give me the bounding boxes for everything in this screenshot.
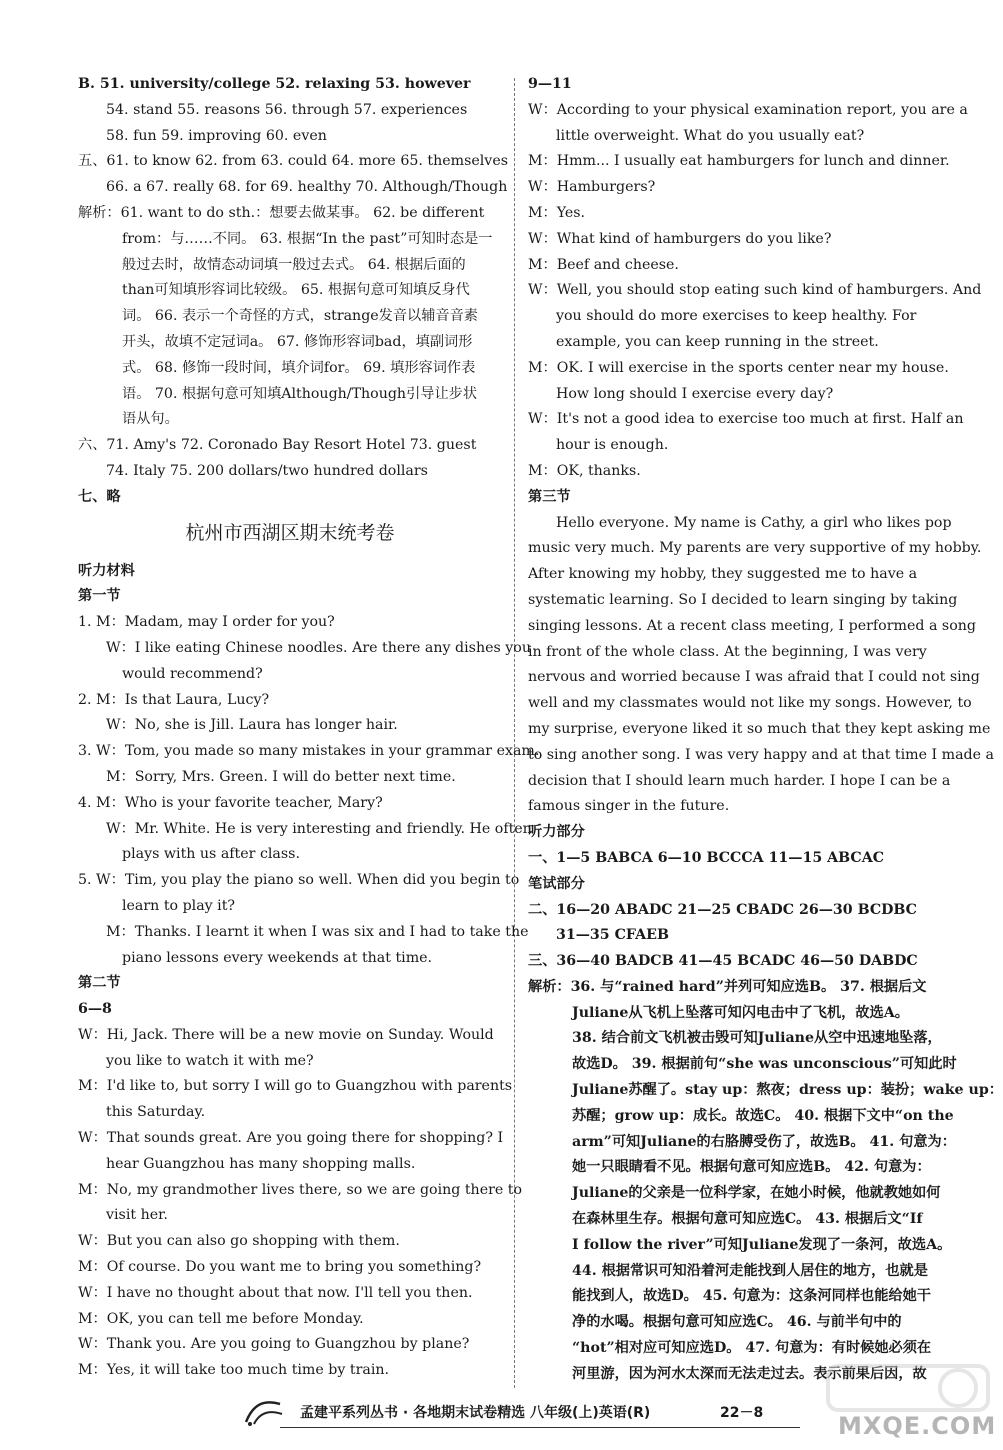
dialog-line: you should do more exercises to keep healthy. For <box>556 308 917 325</box>
passage-line: well and my classmates would not like my songs. However, to <box>528 695 972 712</box>
dialog-line: M：OK. I will exercise in the sports center near my house. <box>528 359 949 376</box>
analysis-line: from：与……不同。 63. 根据“In the past”可知时态是一 <box>122 230 493 247</box>
analysis-line: 般过去时，故情态动词填一般过去式。 64. 根据后面的 <box>122 256 466 273</box>
analysis-line: 故选D。 39. 根据前句“she was unconscious”可知此时 <box>572 1056 957 1073</box>
written-answers: 二、16—20 ABADC 21—25 CBADC 26—30 BCDBC <box>528 901 917 918</box>
dialog-line: 5. W：Tim, you play the piano so well. When did you begin to <box>78 872 520 889</box>
analysis-line: 解析：61. want to do sth.：想要去做某事。 62. be different <box>78 204 485 221</box>
passage-line: famous singer in the future. <box>528 798 730 815</box>
exam-title: 杭州市西湖区期末统考卷 <box>185 521 395 544</box>
left-column <box>78 72 540 1384</box>
passage-line: systematic learning. So I decided to learn singing by taking <box>528 591 958 608</box>
dialog-line: W：Thank you. Are you going to Guangzhou by plane? <box>78 1336 470 1353</box>
passage-line: nervous and worried because I was afraid that I could not sing <box>528 669 980 686</box>
dialog-line: How long should I exercise every day? <box>556 385 834 402</box>
analysis-line: 语从句。 <box>122 411 179 428</box>
analysis-line: I follow the river”可知Juliane发现了一条河，故选A。 <box>572 1236 952 1253</box>
dialog-line: M：Sorry, Mrs. Green. I will do better next time. <box>106 768 456 785</box>
dialog-line: visit her. <box>106 1207 168 1224</box>
answer-line: B. 51. university/college 52. relaxing 53. however <box>78 76 471 92</box>
right-column <box>528 72 1003 1388</box>
written-part-heading: 笔试部分 <box>528 875 585 892</box>
footer-rule <box>280 1427 800 1428</box>
analysis-line: 词。 66. 表示一个奇怪的方式，strange发音以辅音音素 <box>122 308 478 325</box>
dialog-line: 4. M：Who is your favorite teacher, Mary? <box>78 794 383 811</box>
analysis-line: arm”可知Juliane的右胳膊受伤了，故选B。 41. 句意为： <box>572 1133 956 1150</box>
dialog-line: M：Hmm... I usually eat hamburgers for lunch and dinner. <box>528 153 950 170</box>
dialog-line: M：I'd like to, but sorry I will go to Guangzhou with parents <box>78 1078 513 1095</box>
dialog-line: W：It's not a good idea to exercise too much at first. Half an <box>528 411 964 428</box>
listening-answers: 一、1—5 BABCA 6—10 BCCCA 11—15 ABCAC <box>528 849 885 866</box>
dialog-line: W：No, she is Jill. Laura has longer hair. <box>106 717 398 734</box>
dialog-line: M：Yes, it will take too much time by train. <box>78 1362 390 1379</box>
dialog-line: M：Thanks. I learnt it when I was six and I had to take the <box>106 923 529 940</box>
answer-line: 58. fun 59. improving 60. even <box>106 127 327 144</box>
dialog-line: W：I have no thought about that now. I'll tell you then. <box>78 1284 473 1301</box>
analysis-line: 语。 70. 根据句意可知填Although/Though引导让步状 <box>122 385 478 402</box>
dialog-line: M：No, my grandmother lives there, so we are going there to <box>78 1181 523 1198</box>
analysis-line: Juliane从飞机上坠落可知闪电击中了飞机，故选A。 <box>572 1004 909 1021</box>
watermark-text: MXQE.COM <box>838 1412 997 1440</box>
analysis-line: “hot”相对应可知应选D。 47. 句意为：有时候她必须在 <box>572 1340 932 1357</box>
passage-line: in front of the whole class. At the beginning, I was very <box>528 643 927 660</box>
series-title: 孟建平系列丛书 · 各地期末试卷精选 八年级(上)英语(R) <box>300 1405 651 1421</box>
passage-line: to sing another song. I was very happy and at that time I made a <box>528 746 994 763</box>
dialog-line: W：But you can also go shopping with them. <box>78 1233 400 1250</box>
question-range: 6—8 <box>78 1001 112 1018</box>
dialog-line: hour is enough. <box>556 437 669 454</box>
analysis-line: 在森林里生存。根据句意可知应选C。 43. 根据后文“If <box>572 1211 923 1228</box>
analysis-line: 44. 根据常识可知沿着河走能找到人居住的地方，也就是 <box>572 1262 928 1279</box>
dialog-line: M：Of course. Do you want me to bring you something? <box>78 1259 482 1276</box>
passage-line: After knowing my hobby, they suggested me to have a <box>528 566 918 583</box>
written-answers: 三、36—40 BADCB 41—45 BCADC 46—50 DABDC <box>528 953 918 970</box>
listening-heading: 听力材料 <box>78 562 135 579</box>
dialog-line: M：Beef and cheese. <box>528 256 679 273</box>
written-answers: 31—35 CFAEB <box>556 927 669 944</box>
analysis-line: 能找到人，故选D。 45. 句意为：这条河同样也能给她干 <box>572 1288 931 1305</box>
answer-line: 74. Italy 75. 200 dollars/two hundred dollars <box>106 462 428 479</box>
analysis-line: 净的水喝。根据句意可知应选C。 46. 与前半句中的 <box>572 1314 902 1331</box>
answer-line: 54. stand 55. reasons 56. through 57. experiences <box>106 101 468 118</box>
analysis-line: 苏醒；grow up：成长。故选C。 40. 根据下文中“on the <box>572 1107 954 1124</box>
dialog-line: you like to watch it with me? <box>106 1052 314 1069</box>
dialog-line: W：Mr. White. He is very interesting and friendly. He often <box>106 820 532 837</box>
dialog-line: M：Yes. <box>528 204 586 221</box>
analysis-line: 她一只眼睛看不见。根据句意可知应选B。 42. 句意为： <box>572 1159 931 1176</box>
passage-line: music very much. My parents are very supportive of my hobby. <box>528 540 982 557</box>
dialog-line: W：Well, you should stop eating such kind of hamburgers. And <box>528 282 982 299</box>
passage-line: decision that I should learn much harder. I hope I can be a <box>528 772 951 789</box>
dialog-line: 2. M：Is that Laura, Lucy? <box>78 691 270 708</box>
analysis-line: Juliane苏醒了。stay up：熬夜；dress up：装扮；wake up： <box>572 1082 1003 1099</box>
dialog-line: W：Hi, Jack. There will be a new movie on Sunday. Would <box>78 1026 494 1043</box>
analysis-line: 河里游，因为河水太深而无法走过去。表示前果后因，故 <box>572 1365 927 1382</box>
dialog-line: 3. W：Tom, you made so many mistakes in your grammar exam. <box>78 743 540 760</box>
analysis-line: than可知填形容词比较级。 65. 根据句意可知填反身代 <box>122 282 470 299</box>
dialog-line: would recommend? <box>122 665 263 682</box>
section-heading: 第二节 <box>78 975 121 992</box>
dialog-line: W：I like eating Chinese noodles. Are there any dishes you <box>106 639 531 656</box>
analysis-line: 开头，故填不定冠词a。 67. 修饰形容词bad，填副词形 <box>122 333 473 350</box>
dialog-line: M：OK, you can tell me before Monday. <box>78 1310 364 1327</box>
question-range: 9—11 <box>528 76 572 92</box>
publisher-logo-icon <box>240 1394 288 1430</box>
passage-line: Hello everyone. My name is Cathy, a girl who likes pop <box>556 514 952 531</box>
analysis-line: 解析：36. 与“rained hard”并列可知应选B。 37. 根据后文 <box>528 978 927 995</box>
dialog-line: 1. M：Madam, may I order for you? <box>78 614 335 631</box>
dialog-line: little overweight. What do you usually eat? <box>556 127 865 144</box>
dialog-line: W：According to your physical examination report, you are a <box>528 101 968 118</box>
dialog-line: plays with us after class. <box>122 846 300 863</box>
analysis-line: Juliane的父亲是一位科学家，在她小时候，他就教她如何 <box>572 1185 941 1202</box>
listening-part-heading: 听力部分 <box>528 824 585 841</box>
dialog-line: M：OK, thanks. <box>528 462 641 479</box>
passage-line: singing lessons. At a recent class meeting, I performed a song <box>528 617 976 634</box>
dialog-line: learn to play it? <box>122 897 236 914</box>
dialog-line: example, you can keep running in the street. <box>556 333 879 350</box>
dialog-line: W：That sounds great. Are you going there for shopping? I <box>78 1130 504 1147</box>
passage-line: my surprise, everyone liked it so much that they kept asking me <box>528 720 991 737</box>
analysis-line: 38. 结合前文飞机被击毁可知Juliane从空中迅速地坠落， <box>572 1030 942 1047</box>
dialog-line: W：Hamburgers? <box>528 179 656 196</box>
answer-line: 66. a 67. really 68. for 69. healthy 70. Although/Though <box>106 179 508 196</box>
dialog-line: W：What kind of hamburgers do you like? <box>528 230 832 247</box>
dialog-line: piano lessons every weekends at that time. <box>122 949 433 966</box>
section-heading: 第三节 <box>528 488 571 505</box>
page-number: 22－8 <box>720 1405 764 1421</box>
answer-line: 五、61. to know 62. from 63. could 64. more 65. themselves <box>78 153 508 170</box>
analysis-line: 式。 68. 修饰一段时间，填介词for。 69. 填形容词作表 <box>122 359 476 376</box>
section-heading: 第一节 <box>78 588 121 605</box>
answer-line: 七、略 <box>78 488 121 505</box>
dialog-line: this Saturday. <box>106 1104 206 1121</box>
dialog-line: hear Guangzhou has many shopping malls. <box>106 1155 416 1172</box>
answer-line: 六、71. Amy's 72. Coronado Bay Resort Hotel 73. guest <box>78 437 477 454</box>
